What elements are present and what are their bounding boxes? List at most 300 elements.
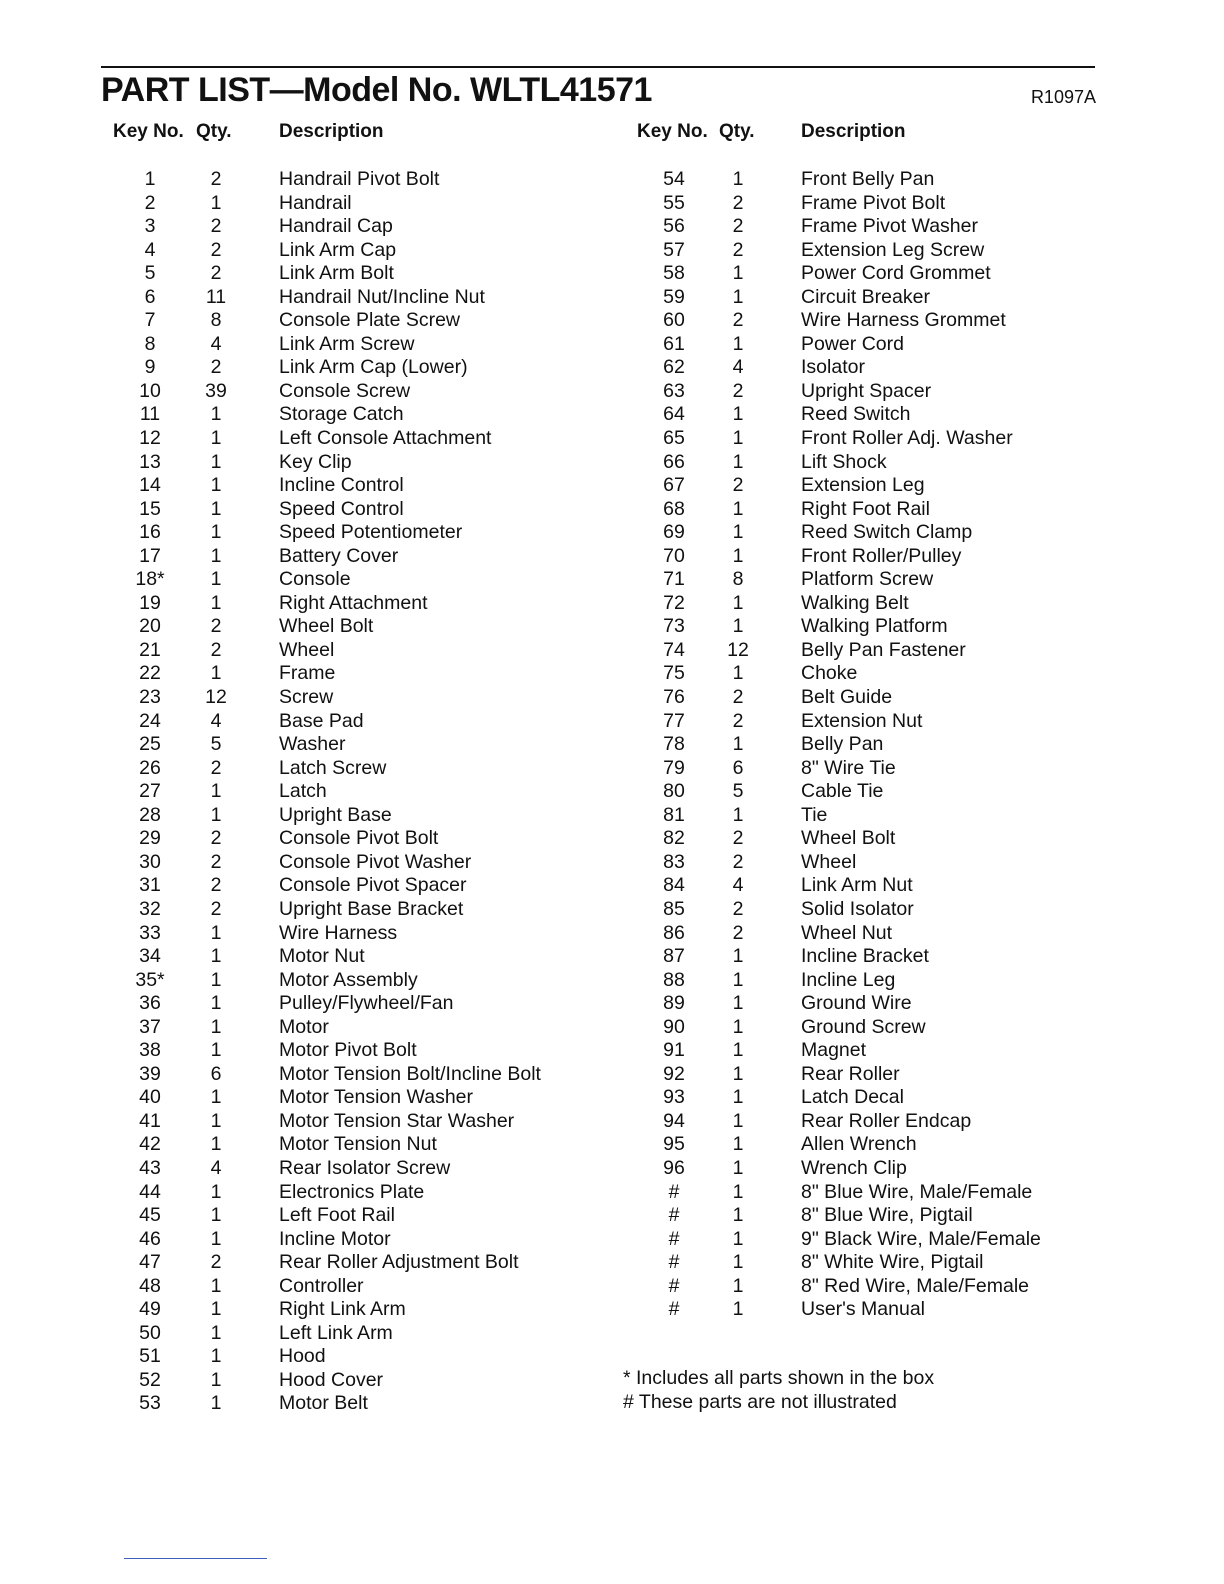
part-description: Console Pivot Bolt — [279, 827, 439, 850]
part-quantity: 2 — [732, 686, 744, 709]
left-header-qty: Qty. — [196, 121, 232, 142]
part-description: Screw — [279, 686, 334, 709]
part-key-number: 9 — [144, 356, 156, 379]
part-description: Speed Potentiometer — [279, 521, 463, 544]
part-key-number: 27 — [139, 780, 161, 803]
part-key-number: 68 — [663, 497, 685, 520]
part-description: Handrail — [279, 191, 352, 214]
part-key-number: 85 — [663, 897, 685, 920]
part-quantity: 1 — [210, 568, 222, 591]
part-description: Wheel Bolt — [801, 827, 896, 850]
part-description: Right Attachment — [279, 591, 428, 614]
part-quantity: 1 — [210, 1274, 222, 1297]
part-quantity: 1 — [732, 427, 744, 450]
part-key-number: 73 — [663, 615, 685, 638]
part-description: Hood — [279, 1345, 326, 1368]
part-key-number: 2 — [144, 191, 156, 214]
part-quantity: 1 — [210, 662, 222, 685]
bottom-rule — [124, 1558, 267, 1559]
part-quantity: 1 — [210, 1298, 222, 1321]
part-quantity: 2 — [210, 238, 222, 261]
part-description: Frame Pivot Washer — [801, 215, 978, 238]
part-description: Link Arm Nut — [801, 874, 913, 897]
part-quantity: 1 — [732, 992, 744, 1015]
part-description: Washer — [279, 733, 346, 756]
part-description: Latch — [279, 780, 327, 803]
part-description: Belly Pan Fastener — [801, 638, 966, 661]
part-description: Latch Decal — [801, 1086, 904, 1109]
part-key-number: 91 — [663, 1039, 685, 1062]
part-quantity: 1 — [210, 780, 222, 803]
part-quantity: 12 — [205, 686, 227, 709]
part-quantity: 1 — [732, 591, 744, 614]
part-description: Motor Nut — [279, 945, 365, 968]
part-key-number: 70 — [663, 544, 685, 567]
part-key-number: 15 — [139, 497, 161, 520]
part-quantity: 1 — [210, 591, 222, 614]
part-key-number: 48 — [139, 1274, 161, 1297]
part-quantity: 1 — [210, 803, 222, 826]
part-key-number: 24 — [139, 709, 161, 732]
part-key-number: # — [668, 1298, 680, 1321]
part-key-number: 66 — [663, 450, 685, 473]
part-description: 8" Blue Wire, Pigtail — [801, 1204, 973, 1227]
part-description: Extension Leg — [801, 474, 925, 497]
part-key-number: 78 — [663, 733, 685, 756]
part-description: Incline Control — [279, 474, 404, 497]
part-quantity: 1 — [210, 1227, 222, 1250]
part-quantity: 39 — [205, 379, 227, 402]
part-description: Platform Screw — [801, 568, 934, 591]
part-key-number: 52 — [139, 1368, 161, 1391]
part-description: Link Arm Screw — [279, 332, 415, 355]
part-description: Incline Motor — [279, 1227, 391, 1250]
part-quantity: 1 — [732, 1109, 744, 1132]
part-description: Upright Spacer — [801, 379, 932, 402]
part-key-number: 36 — [139, 992, 161, 1015]
part-key-number: 86 — [663, 921, 685, 944]
part-description: Handrail Cap — [279, 215, 393, 238]
part-key-number: 54 — [663, 168, 685, 190]
part-key-number: 11 — [139, 403, 161, 426]
part-key-number: 14 — [139, 474, 161, 497]
part-key-number: 23 — [139, 686, 161, 709]
part-description: Frame — [279, 662, 336, 685]
part-description: Left Console Attachment — [279, 427, 492, 450]
part-description: Storage Catch — [279, 403, 404, 426]
part-key-number: 75 — [663, 662, 685, 685]
part-description: Belly Pan — [801, 733, 884, 756]
part-quantity: 1 — [732, 1015, 744, 1038]
part-description: Wheel — [801, 850, 857, 873]
part-quantity: 2 — [210, 356, 222, 379]
part-quantity: 4 — [732, 356, 744, 379]
part-description: Power Cord Grommet — [801, 262, 991, 285]
part-quantity: 2 — [210, 638, 222, 661]
part-key-number: 71 — [663, 568, 685, 591]
part-quantity: 1 — [210, 1180, 222, 1203]
part-description: Incline Bracket — [801, 945, 929, 968]
part-description: Walking Belt — [801, 591, 909, 614]
part-quantity: 1 — [210, 1015, 222, 1038]
part-description: Base Pad — [279, 709, 364, 732]
part-key-number: 45 — [139, 1204, 161, 1227]
part-description: Electronics Plate — [279, 1180, 425, 1203]
part-quantity: 1 — [732, 733, 744, 756]
part-description: Front Roller Adj. Washer — [801, 427, 1013, 450]
part-description: Wrench Clip — [801, 1156, 907, 1179]
part-description: Right Foot Rail — [801, 497, 930, 520]
part-key-number: 59 — [663, 285, 685, 308]
part-quantity: 1 — [210, 1086, 222, 1109]
part-description: Console Plate Screw — [279, 309, 461, 332]
part-key-number: 88 — [663, 968, 685, 991]
part-quantity: 1 — [732, 1062, 744, 1085]
part-key-number: # — [668, 1204, 680, 1227]
part-key-number: 76 — [663, 686, 685, 709]
top-rule — [101, 66, 1095, 68]
part-key-number: 89 — [663, 992, 685, 1015]
part-quantity: 5 — [732, 780, 744, 803]
part-description: Tie — [801, 803, 828, 826]
part-key-number: 61 — [663, 332, 685, 355]
part-description: Wheel Bolt — [279, 615, 374, 638]
left-header-key: Key No. — [113, 121, 184, 142]
part-key-number: 50 — [139, 1321, 161, 1344]
part-quantity: 1 — [732, 1204, 744, 1227]
part-description: Wheel — [279, 638, 335, 661]
footnotes — [623, 1366, 934, 1414]
part-key-number: 58 — [663, 262, 685, 285]
part-description: Wheel Nut — [801, 921, 893, 944]
part-description: Upright Base Bracket — [279, 897, 464, 920]
part-key-number: 90 — [663, 1015, 685, 1038]
part-description: Rear Roller Adjustment Bolt — [279, 1251, 519, 1274]
part-description: 9" Black Wire, Male/Female — [801, 1227, 1041, 1250]
part-key-number: 43 — [139, 1156, 161, 1179]
part-description: Battery Cover — [279, 544, 399, 567]
part-quantity: 11 — [205, 285, 227, 308]
part-quantity: 1 — [732, 1039, 744, 1062]
part-description: Extension Leg Screw — [801, 238, 985, 261]
part-description: Controller — [279, 1274, 364, 1297]
part-key-number: 44 — [139, 1180, 161, 1203]
part-quantity: 1 — [210, 191, 222, 214]
part-key-number: 8 — [144, 332, 156, 355]
part-quantity: 1 — [732, 1156, 744, 1179]
part-description: User's Manual — [801, 1298, 926, 1321]
part-description: Pulley/Flywheel/Fan — [279, 992, 454, 1015]
part-quantity: 2 — [732, 379, 744, 402]
part-quantity: 1 — [732, 168, 744, 190]
part-key-number: 55 — [663, 191, 685, 214]
part-key-number: 1 — [144, 168, 156, 190]
part-quantity: 2 — [732, 474, 744, 497]
part-quantity: 12 — [727, 638, 749, 661]
part-quantity: 2 — [210, 850, 222, 873]
part-quantity: 2 — [210, 168, 222, 190]
part-quantity: 1 — [210, 497, 222, 520]
part-key-number: 96 — [663, 1156, 685, 1179]
part-description: Choke — [801, 662, 858, 685]
part-quantity: 2 — [732, 215, 744, 238]
part-description: Front Roller/Pulley — [801, 544, 962, 567]
part-description: Right Link Arm — [279, 1298, 406, 1321]
part-description: Allen Wrench — [801, 1133, 917, 1156]
page-title: PART LIST—Model No. WLTL41571 — [101, 71, 652, 109]
part-quantity: 1 — [210, 1321, 222, 1344]
part-quantity: 1 — [732, 1251, 744, 1274]
part-description: Lift Shock — [801, 450, 887, 473]
part-quantity: 1 — [210, 521, 222, 544]
part-description: Latch Screw — [279, 756, 387, 779]
part-description: Frame Pivot Bolt — [801, 191, 946, 214]
part-description: Link Arm Bolt — [279, 262, 394, 285]
part-key-number: 92 — [663, 1062, 685, 1085]
part-description: Handrail Nut/Incline Nut — [279, 285, 485, 308]
right-header-description: Description — [801, 121, 906, 142]
part-description: Upright Base — [279, 803, 392, 826]
part-quantity: 1 — [732, 1180, 744, 1203]
part-quantity: 4 — [210, 332, 222, 355]
part-quantity: 6 — [732, 756, 744, 779]
part-key-number: 4 — [144, 238, 156, 261]
part-key-number: 53 — [139, 1392, 161, 1415]
part-quantity: 1 — [732, 1086, 744, 1109]
part-description: Motor — [279, 1015, 329, 1038]
part-key-number: 84 — [663, 874, 685, 897]
part-quantity: 1 — [210, 474, 222, 497]
part-description: 8" Wire Tie — [801, 756, 896, 779]
part-key-number: 81 — [663, 803, 685, 826]
part-key-number: 79 — [663, 756, 685, 779]
part-quantity: 8 — [210, 309, 222, 332]
part-description: Belt Guide — [801, 686, 893, 709]
part-quantity: 2 — [210, 756, 222, 779]
part-key-number: 18* — [135, 568, 165, 591]
part-quantity: 2 — [732, 238, 744, 261]
part-quantity: 1 — [732, 968, 744, 991]
part-key-number: 34 — [139, 945, 161, 968]
part-key-number: 46 — [139, 1227, 161, 1250]
part-description: Incline Leg — [801, 968, 896, 991]
part-key-number: 87 — [663, 945, 685, 968]
part-quantity: 2 — [210, 215, 222, 238]
part-key-number: 64 — [663, 403, 685, 426]
part-description: Magnet — [801, 1039, 867, 1062]
part-description: Motor Tension Bolt/Incline Bolt — [279, 1062, 541, 1085]
part-key-number: 25 — [139, 733, 161, 756]
part-quantity: 2 — [210, 897, 222, 920]
part-quantity: 2 — [210, 1251, 222, 1274]
part-key-number: 3 — [144, 215, 156, 238]
part-quantity: 6 — [210, 1062, 222, 1085]
part-description: Front Belly Pan — [801, 168, 935, 190]
part-key-number: 42 — [139, 1133, 161, 1156]
part-quantity: 1 — [732, 1227, 744, 1250]
part-key-number: 16 — [139, 521, 161, 544]
part-quantity: 2 — [732, 921, 744, 944]
part-description: Key Clip — [279, 450, 352, 473]
part-quantity: 1 — [210, 1204, 222, 1227]
part-quantity: 1 — [732, 285, 744, 308]
part-quantity: 4 — [210, 709, 222, 732]
part-quantity: 1 — [732, 521, 744, 544]
part-description: Motor Pivot Bolt — [279, 1039, 417, 1062]
part-quantity: 1 — [210, 968, 222, 991]
part-quantity: 1 — [732, 403, 744, 426]
part-quantity: 2 — [732, 709, 744, 732]
part-quantity: 1 — [732, 615, 744, 638]
part-key-number: 56 — [663, 215, 685, 238]
part-key-number: # — [668, 1274, 680, 1297]
part-key-number: 49 — [139, 1298, 161, 1321]
part-description: Cable Tie — [801, 780, 884, 803]
part-quantity: 2 — [732, 309, 744, 332]
part-key-number: 94 — [663, 1109, 685, 1132]
part-description: Motor Tension Nut — [279, 1133, 437, 1156]
part-description: Handrail Pivot Bolt — [279, 168, 440, 190]
part-quantity: 1 — [210, 992, 222, 1015]
part-quantity: 1 — [732, 332, 744, 355]
part-quantity: 2 — [210, 615, 222, 638]
part-description: Power Cord — [801, 332, 904, 355]
part-description: Rear Isolator Screw — [279, 1156, 451, 1179]
part-quantity: 1 — [732, 1298, 744, 1321]
part-quantity: 1 — [732, 803, 744, 826]
part-key-number: # — [668, 1227, 680, 1250]
part-key-number: 10 — [139, 379, 161, 402]
part-quantity: 1 — [732, 497, 744, 520]
part-quantity: 1 — [210, 544, 222, 567]
part-key-number: 29 — [139, 827, 161, 850]
part-key-number: # — [668, 1251, 680, 1274]
part-key-number: 41 — [139, 1109, 161, 1132]
part-key-number: 82 — [663, 827, 685, 850]
part-description: Rear Roller Endcap — [801, 1109, 972, 1132]
part-description: Left Foot Rail — [279, 1204, 395, 1227]
right-header-qty: Qty. — [719, 121, 755, 142]
part-quantity: 5 — [210, 733, 222, 756]
part-key-number: 6 — [144, 285, 156, 308]
part-key-number: 21 — [139, 638, 161, 661]
part-key-number: 39 — [139, 1062, 161, 1085]
part-quantity: 2 — [210, 874, 222, 897]
part-description: 8" Blue Wire, Male/Female — [801, 1180, 1033, 1203]
part-description: Link Arm Cap (Lower) — [279, 356, 468, 379]
part-key-number: 5 — [144, 262, 156, 285]
part-key-number: 60 — [663, 309, 685, 332]
part-description: Extension Nut — [801, 709, 923, 732]
part-key-number: 37 — [139, 1015, 161, 1038]
right-header-key: Key No. — [637, 121, 708, 142]
part-description: Walking Platform — [801, 615, 948, 638]
part-key-number: 7 — [144, 309, 156, 332]
part-quantity: 1 — [210, 450, 222, 473]
part-quantity: 1 — [210, 403, 222, 426]
part-key-number: 35* — [135, 968, 165, 991]
part-quantity: 1 — [732, 1274, 744, 1297]
part-quantity: 4 — [210, 1156, 222, 1179]
part-description: Reed Switch — [801, 403, 911, 426]
part-key-number: 47 — [139, 1251, 161, 1274]
part-quantity: 2 — [732, 827, 744, 850]
part-quantity: 1 — [732, 544, 744, 567]
part-key-number: 93 — [663, 1086, 685, 1109]
part-description: Console Screw — [279, 379, 411, 402]
part-key-number: 30 — [139, 850, 161, 873]
part-quantity: 1 — [210, 427, 222, 450]
part-key-number: 95 — [663, 1133, 685, 1156]
part-key-number: 62 — [663, 356, 685, 379]
part-key-number: 33 — [139, 921, 161, 944]
part-quantity: 4 — [732, 874, 744, 897]
part-description: 8" Red Wire, Male/Female — [801, 1274, 1029, 1297]
part-key-number: 31 — [139, 874, 161, 897]
part-quantity: 8 — [732, 568, 744, 591]
part-quantity: 1 — [210, 1368, 222, 1391]
part-description: Rear Roller — [801, 1062, 900, 1085]
part-key-number: 22 — [139, 662, 161, 685]
left-header-description: Description — [279, 121, 384, 142]
part-description: Console — [279, 568, 351, 591]
part-description: Wire Harness — [279, 921, 398, 944]
part-quantity: 2 — [210, 827, 222, 850]
part-quantity: 1 — [210, 945, 222, 968]
part-key-number: 38 — [139, 1039, 161, 1062]
part-key-number: 83 — [663, 850, 685, 873]
part-quantity: 1 — [732, 945, 744, 968]
part-description: Ground Screw — [801, 1015, 926, 1038]
part-key-number: 17 — [139, 544, 161, 567]
part-key-number: 20 — [139, 615, 161, 638]
part-description: Console Pivot Washer — [279, 850, 472, 873]
part-quantity: 1 — [210, 1109, 222, 1132]
part-description: Isolator — [801, 356, 865, 379]
part-key-number: 74 — [663, 638, 685, 661]
part-quantity: 1 — [732, 450, 744, 473]
part-quantity: 1 — [210, 1345, 222, 1368]
part-description: Motor Belt — [279, 1392, 368, 1415]
part-quantity: 2 — [732, 850, 744, 873]
part-key-number: 12 — [139, 427, 161, 450]
part-description: Link Arm Cap — [279, 238, 397, 261]
part-quantity: 1 — [732, 662, 744, 685]
part-quantity: 1 — [210, 1392, 222, 1415]
part-quantity: 1 — [210, 1133, 222, 1156]
part-quantity: 1 — [210, 921, 222, 944]
part-description: Console Pivot Spacer — [279, 874, 467, 897]
part-key-number: 28 — [139, 803, 161, 826]
part-description: Motor Tension Washer — [279, 1086, 474, 1109]
footnote-asterisk: * Includes all parts shown in the box — [623, 1367, 935, 1389]
part-description: 8" White Wire, Pigtail — [801, 1251, 984, 1274]
part-description: Hood Cover — [279, 1368, 384, 1391]
part-description: Reed Switch Clamp — [801, 521, 973, 544]
part-key-number: 40 — [139, 1086, 161, 1109]
part-key-number: 69 — [663, 521, 685, 544]
part-key-number: 57 — [663, 238, 685, 261]
part-quantity: 2 — [210, 262, 222, 285]
part-key-number: 77 — [663, 709, 685, 732]
part-quantity: 1 — [732, 262, 744, 285]
part-description: Left Link Arm — [279, 1321, 393, 1344]
part-key-number: 13 — [139, 450, 161, 473]
part-key-number: 51 — [139, 1345, 161, 1368]
part-key-number: 67 — [663, 474, 685, 497]
part-quantity: 2 — [732, 191, 744, 214]
document-code: R1097A — [1030, 87, 1096, 107]
